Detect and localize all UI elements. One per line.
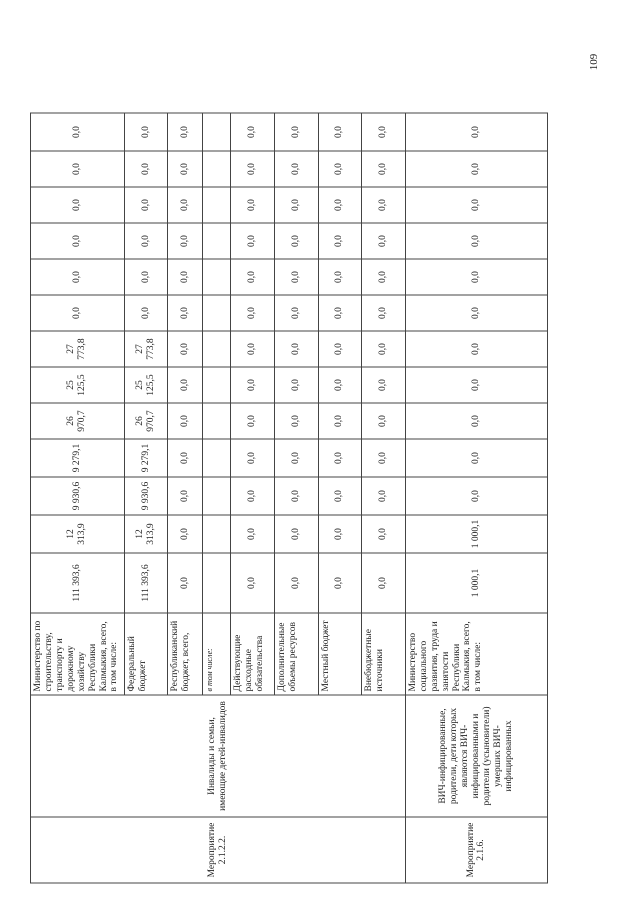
value-cell: 0,0 [231, 223, 275, 259]
value-cell: 0,0 [168, 515, 203, 553]
value-cell: 1 000,1 [405, 515, 547, 553]
value-cell: 26 970,7 [124, 403, 168, 439]
value-cell: 0,0 [31, 113, 125, 151]
value-cell: 0,0 [405, 223, 547, 259]
value-cell: 0,0 [362, 553, 406, 613]
rotated-table-sheet [30, 73, 548, 883]
value-cell: 12 313,9 [124, 515, 168, 553]
value-cell: 0,0 [274, 295, 318, 331]
value-cell: 0,0 [362, 403, 406, 439]
value-cell: 0,0 [362, 331, 406, 367]
value-cell: 0,0 [274, 331, 318, 367]
funding-source-cell: Внебюджетные источники [362, 613, 406, 695]
value-cell: 0,0 [405, 295, 547, 331]
value-cell: 0,0 [274, 367, 318, 403]
value-cell: 0,0 [168, 295, 203, 331]
value-cell: 0,0 [168, 113, 203, 151]
value-cell: 0,0 [318, 223, 362, 259]
value-cell: 0,0 [405, 187, 547, 223]
value-cell: 0,0 [318, 259, 362, 295]
value-cell: 0,0 [124, 151, 168, 187]
value-cell: 9 279,1 [31, 439, 125, 477]
funding-source-cell: Министерство социального развития, труда и занятости Республики Калмыкия, всего, в том числе: [405, 613, 547, 695]
value-cell: 0,0 [168, 259, 203, 295]
value-cell [202, 515, 230, 553]
page-number: 109 [588, 53, 600, 71]
value-cell: 0,0 [318, 553, 362, 613]
value-cell: 0,0 [231, 187, 275, 223]
value-cell: 25 125,5 [124, 367, 168, 403]
funding-source-cell: Дополнительные объемы ресурсов [274, 613, 318, 695]
value-cell: 0,0 [231, 515, 275, 553]
value-cell: 0,0 [318, 187, 362, 223]
value-cell: 0,0 [231, 259, 275, 295]
value-cell: 0,0 [318, 515, 362, 553]
value-cell: 0,0 [168, 223, 203, 259]
value-cell: 0,0 [274, 477, 318, 515]
value-cell: 0,0 [362, 259, 406, 295]
value-cell: 0,0 [362, 515, 406, 553]
value-cell: 0,0 [318, 151, 362, 187]
value-cell: 0,0 [231, 113, 275, 151]
value-cell: 0,0 [362, 113, 406, 151]
value-cell: 0,0 [405, 367, 547, 403]
value-cell: 0,0 [168, 187, 203, 223]
value-cell [202, 331, 230, 367]
value-cell: 0,0 [168, 331, 203, 367]
value-cell [202, 367, 230, 403]
value-cell [202, 403, 230, 439]
value-cell [202, 223, 230, 259]
activity-cell: Мероприятие 2.1.6. [405, 817, 547, 883]
description-cell: Инвалиды и семьи, имеющие детей-инвалидов [31, 695, 406, 817]
value-cell: 0,0 [405, 259, 547, 295]
value-cell: 0,0 [31, 151, 125, 187]
value-cell: 0,0 [124, 187, 168, 223]
value-cell: 0,0 [318, 477, 362, 515]
value-cell: 0,0 [124, 259, 168, 295]
value-cell: 0,0 [168, 477, 203, 515]
value-cell: 0,0 [274, 439, 318, 477]
value-cell: 0,0 [274, 403, 318, 439]
value-cell: 0,0 [231, 367, 275, 403]
value-cell: 0,0 [168, 367, 203, 403]
funding-source-cell: Местный бюджет [318, 613, 362, 695]
value-cell: 0,0 [362, 187, 406, 223]
value-cell: 0,0 [168, 151, 203, 187]
value-cell: 0,0 [362, 151, 406, 187]
value-cell: 9 279,1 [124, 439, 168, 477]
value-cell: 0,0 [274, 515, 318, 553]
value-cell [202, 553, 230, 613]
value-cell: 0,0 [362, 367, 406, 403]
value-cell: 0,0 [231, 295, 275, 331]
value-cell: 27 773,8 [31, 331, 125, 367]
table-row [31, 73, 125, 883]
value-cell: 12 313,9 [31, 515, 125, 553]
value-cell: 25 125,5 [31, 367, 125, 403]
value-cell: 0,0 [405, 331, 547, 367]
value-cell: 0,0 [405, 477, 547, 515]
value-cell: 0,0 [362, 223, 406, 259]
funding-source-cell: Министерство по строительству, транспорту и дорожному хозяйству Республики Калмыкия, всего, в том числе: [31, 613, 125, 695]
value-cell: 0,0 [124, 295, 168, 331]
value-cell [202, 295, 230, 331]
financing-table [30, 73, 548, 884]
value-cell [202, 151, 230, 187]
value-cell: 0,0 [318, 439, 362, 477]
value-cell: 0,0 [405, 439, 547, 477]
value-cell: 0,0 [274, 187, 318, 223]
value-cell: 0,0 [318, 113, 362, 151]
description-cell: ВИЧ-инфицированные, родители, дети которых являются ВИЧ-инфицированными и родители (усыновители) умерших ВИЧ-инфицированных [405, 695, 547, 817]
value-cell: 0,0 [231, 439, 275, 477]
value-cell: 0,0 [31, 295, 125, 331]
value-cell: 0,0 [362, 477, 406, 515]
value-cell: 9 930,6 [31, 477, 125, 515]
funding-source-cell: Федеральный бюджет [124, 613, 168, 695]
value-cell: 0,0 [231, 151, 275, 187]
value-cell: 111 393,6 [31, 553, 125, 613]
value-cell: 0,0 [318, 403, 362, 439]
value-cell: 111 393,6 [124, 553, 168, 613]
value-cell [202, 439, 230, 477]
value-cell: 0,0 [124, 223, 168, 259]
value-cell: 0,0 [124, 113, 168, 151]
value-cell [202, 477, 230, 515]
value-cell: 0,0 [405, 151, 547, 187]
value-cell: 26 970,7 [31, 403, 125, 439]
value-cell: 0,0 [231, 331, 275, 367]
value-cell: 1 000,1 [405, 553, 547, 613]
value-cell: 0,0 [274, 259, 318, 295]
value-cell: 0,0 [31, 259, 125, 295]
value-cell: 0,0 [274, 113, 318, 151]
value-cell: 0,0 [318, 367, 362, 403]
value-cell [202, 113, 230, 151]
value-cell: 0,0 [231, 553, 275, 613]
table-body [31, 73, 548, 883]
value-cell: 0,0 [274, 553, 318, 613]
value-cell: 0,0 [405, 403, 547, 439]
value-cell: 0,0 [231, 477, 275, 515]
value-cell [202, 187, 230, 223]
value-cell: 0,0 [168, 403, 203, 439]
funding-source-cell: Республиканский бюджет, всего, [168, 613, 203, 695]
value-cell: 0,0 [231, 403, 275, 439]
value-cell: 27 773,8 [124, 331, 168, 367]
value-cell: 0,0 [362, 295, 406, 331]
funding-source-cell: в том числе: [202, 613, 230, 695]
table-row [405, 73, 547, 883]
value-cell: 0,0 [362, 439, 406, 477]
value-cell: 0,0 [168, 553, 203, 613]
value-cell: 0,0 [405, 113, 547, 151]
funding-source-cell: Действующие расходные обязательства [231, 613, 275, 695]
activity-cell: Мероприятие 2.1.2.2. [31, 817, 406, 883]
value-cell: 0,0 [274, 223, 318, 259]
value-cell: 9 930,6 [124, 477, 168, 515]
value-cell: 0,0 [274, 151, 318, 187]
value-cell: 0,0 [31, 187, 125, 223]
value-cell: 0,0 [31, 223, 125, 259]
value-cell [202, 259, 230, 295]
value-cell: 0,0 [318, 331, 362, 367]
value-cell: 0,0 [318, 295, 362, 331]
value-cell: 0,0 [168, 439, 203, 477]
